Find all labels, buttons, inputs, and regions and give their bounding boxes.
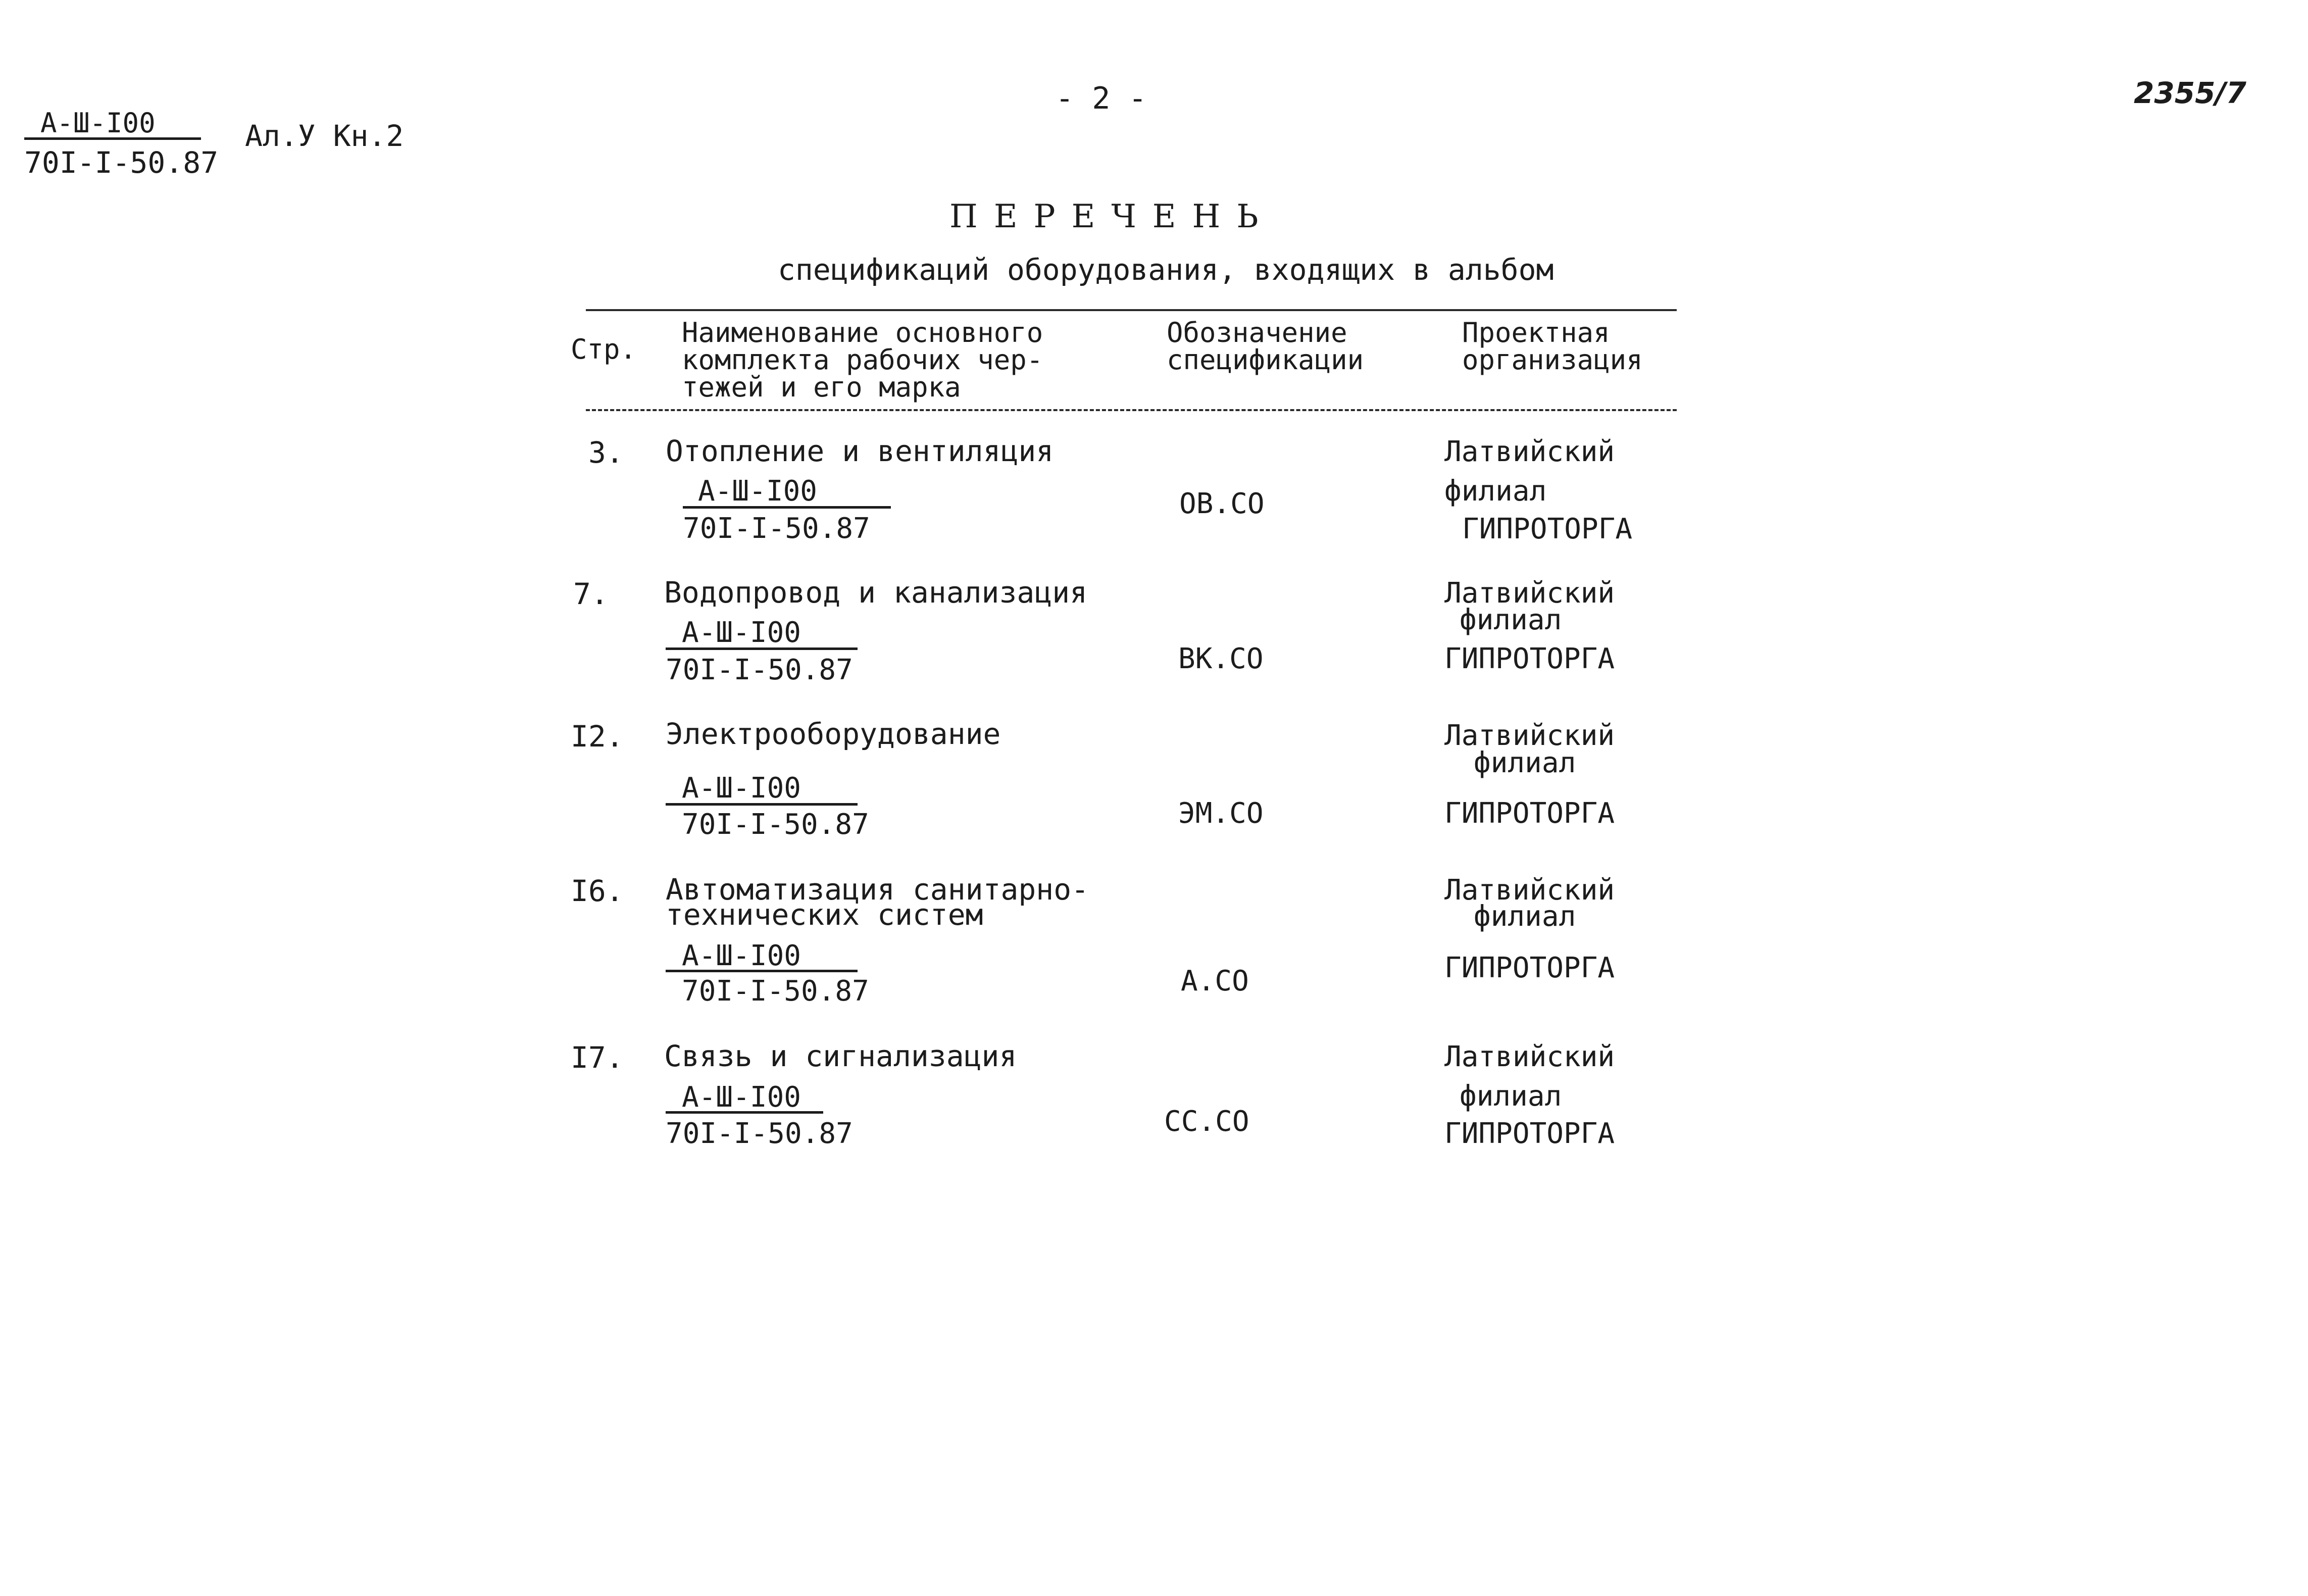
row-mark-top: А-Ш-I00 <box>682 772 801 805</box>
row-mark-line <box>666 970 858 972</box>
document-title: ПЕРЕЧЕНЬ <box>949 198 1275 235</box>
row-code: СС.СО <box>1164 1105 1249 1138</box>
row-title: Связь и сигнализация <box>664 1039 1017 1073</box>
row-title: Электрооборудование <box>666 717 1001 751</box>
row-org-line2: филиал <box>1474 746 1576 779</box>
row-page: I7. <box>571 1040 624 1075</box>
table-top-rule <box>586 309 1677 311</box>
row-mark-bottom: 70I-I-50.87 <box>683 512 870 545</box>
row-title: Автоматизация санитарно- технических систем <box>666 872 1089 932</box>
row-mark-bottom: 70I-I-50.87 <box>682 808 869 841</box>
row-mark-bottom: 70I-I-50.87 <box>666 654 853 686</box>
row-org-line3: ГИПРОТОРГА <box>1444 642 1615 675</box>
page-number: - 2 - <box>1056 81 1147 116</box>
row-org-line1: Латвийский <box>1444 1040 1615 1073</box>
row-org-line1: Латвийский <box>1444 874 1615 907</box>
table-header-rule <box>586 409 1677 411</box>
row-title: Отопление и вентиляция <box>666 434 1054 468</box>
row-org-line3: ГИПРОТОРГА <box>1462 513 1633 545</box>
row-mark-top: А-Ш-I00 <box>682 939 801 972</box>
row-org-line2: филиал <box>1444 475 1547 508</box>
column-header-organization: Проектная организация <box>1462 317 1643 376</box>
row-mark-bottom: 70I-I-50.87 <box>682 975 869 1008</box>
row-code: ЭМ.СО <box>1178 797 1264 830</box>
row-mark-line <box>666 803 858 806</box>
row-code: ВК.СО <box>1178 642 1264 675</box>
row-mark-line <box>666 647 858 650</box>
row-org-line1: Латвийский <box>1444 435 1615 468</box>
row-page: I2. <box>571 719 624 754</box>
row-mark-bottom: 70I-I-50.87 <box>666 1117 853 1150</box>
document-subtitle: спецификаций оборудования, входящих в альбом <box>778 253 1554 287</box>
album-reference: Ал.У Кн.2 <box>245 119 404 153</box>
row-page: 7. <box>573 577 609 611</box>
column-header-code: Обозначение спецификации <box>1167 317 1364 376</box>
sheet-code: 2355/7 <box>2134 76 2246 110</box>
row-mark-top: А-Ш-I00 <box>682 616 801 649</box>
row-mark-top: А-Ш-I00 <box>698 475 818 508</box>
row-org-line3: ГИПРОТОРГА <box>1444 952 1615 984</box>
cipher-bottom: 70I-I-50.87 <box>24 145 219 180</box>
row-org-line3: ГИПРОТОРГА <box>1444 797 1615 830</box>
row-org-line3: ГИПРОТОРГА <box>1444 1117 1615 1150</box>
row-title: Водопровод и канализация <box>664 575 1088 610</box>
row-mark-line <box>666 1111 823 1114</box>
row-page: I6. <box>571 874 624 908</box>
row-org-line2: филиал <box>1460 604 1562 636</box>
cipher-fraction-line <box>24 137 201 140</box>
row-mark-top: А-Ш-I00 <box>682 1081 801 1114</box>
row-code: А.СО <box>1181 965 1249 998</box>
row-code: ОВ.СО <box>1179 487 1265 520</box>
column-header-name: Наименование основного комплекта рабочих чер- тежей и его марка <box>682 317 1043 403</box>
row-org-line2: филиал <box>1460 1080 1562 1113</box>
row-org-line1: Латвийский <box>1444 719 1615 752</box>
row-org-line1: Латвийский <box>1444 577 1615 610</box>
row-org-line2: филиал <box>1474 900 1576 933</box>
row-mark-line <box>683 506 891 509</box>
row-page: 3. <box>588 435 624 470</box>
column-header-page: Стр. <box>571 333 637 365</box>
cipher-top: А-Ш-I00 <box>40 107 156 139</box>
